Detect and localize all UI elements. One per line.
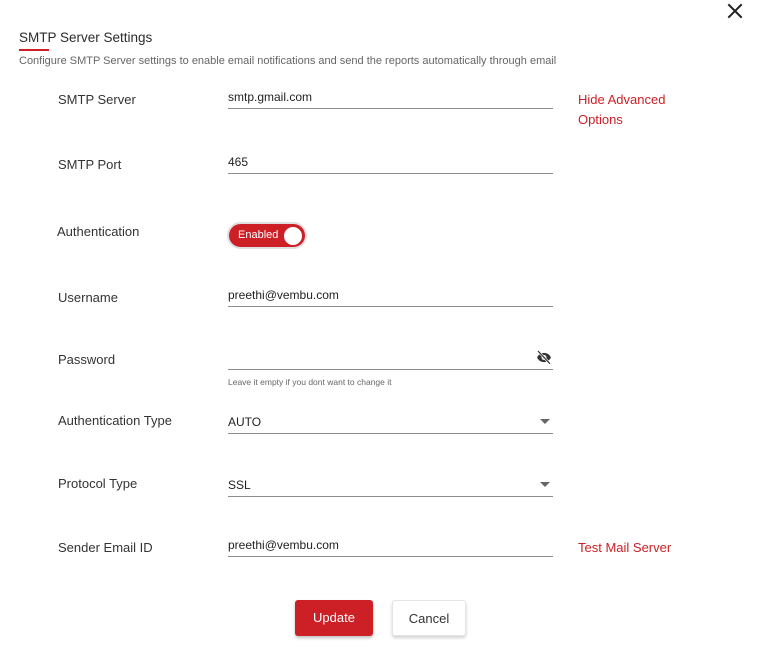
dropdown-arrow-icon[interactable]	[540, 419, 550, 424]
sender-email-field[interactable]	[228, 538, 553, 557]
protocol-type-label: Protocol Type	[58, 476, 138, 491]
password-field[interactable]	[228, 351, 553, 370]
update-button[interactable]: Update	[295, 600, 373, 636]
dialog-title: SMTP Server Settings	[19, 30, 153, 45]
authentication-toggle[interactable]	[227, 222, 307, 249]
smtp-port-field[interactable]	[228, 155, 553, 174]
username-value[interactable]: preethi@vembu.com	[228, 288, 339, 302]
close-button[interactable]	[724, 0, 746, 22]
visibility-off-icon[interactable]	[535, 348, 553, 366]
test-mail-server-link[interactable]: Test Mail Server	[578, 540, 672, 555]
password-input[interactable]	[228, 353, 528, 367]
authentication-label: Authentication	[57, 224, 140, 239]
close-icon[interactable]	[724, 0, 746, 22]
smtp-server-label: SMTP Server	[58, 92, 136, 107]
auth-type-label: Authentication Type	[58, 413, 172, 428]
smtp-server-value[interactable]: smtp.gmail.com	[228, 90, 313, 104]
protocol-type-select[interactable]	[228, 476, 553, 497]
sender-email-value[interactable]: preethi@vembu.com	[228, 538, 339, 552]
sender-email-label: Sender Email ID	[58, 540, 153, 555]
dialog-subtitle: Configure SMTP Server settings to enable email notifications and send the reports automatically through email	[19, 55, 557, 67]
auth-type-value[interactable]: AUTO	[228, 415, 262, 429]
toggle-state-label: Enabled	[238, 229, 279, 241]
username-label: Username	[58, 290, 118, 305]
protocol-type-value[interactable]: SSL	[228, 478, 251, 492]
hide-advanced-options-link[interactable]: Hide Advanced Options	[578, 92, 666, 127]
smtp-server-field[interactable]	[228, 90, 553, 109]
smtp-port-value[interactable]: 465	[228, 155, 249, 169]
username-field[interactable]	[228, 288, 553, 307]
toggle-knob	[284, 227, 302, 245]
title-underline	[19, 49, 49, 51]
cancel-button[interactable]: Cancel	[392, 600, 466, 636]
auth-type-select[interactable]	[228, 413, 553, 434]
smtp-port-label: SMTP Port	[58, 157, 122, 172]
password-hint: Leave it empty if you dont want to change it	[228, 377, 392, 387]
dropdown-arrow-icon[interactable]	[540, 482, 550, 487]
password-label: Password	[58, 352, 116, 367]
